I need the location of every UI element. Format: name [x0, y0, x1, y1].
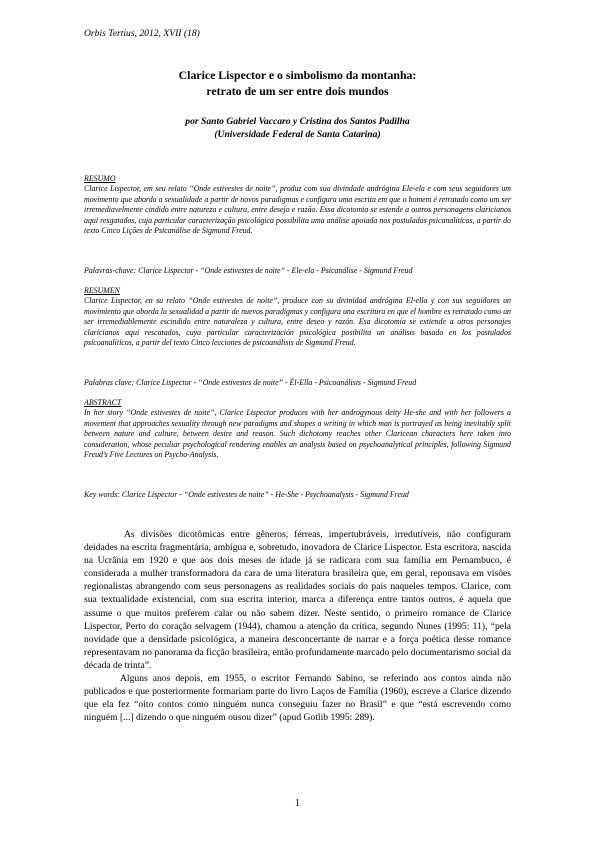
abstract-section — [84, 398, 511, 460]
body-paragraph-2: Alguns anos depois, em 1955, o escritor Fernando Sabino, se referindo aos contos ainda não publicados e que posteriormente formariam parte do livro Laços de Família (1960), escreve a Clarice dizendo que ela fez “oito contos como ninguém nunca conseguiu fazer no Brasil” e que “está escrevendo como ninguém [...] dizendo o que ninguém ousou dizer” (apud Gotlib 1995: 289). — [84, 673, 511, 724]
abstract-text: In her story “Onde estivestes de noite”, Clarice Lispector produces with her androgynous deity He-she and with her followers a movement that approaches sexuality through new paradigms and shapes a writing in which man is portrayed as being inevitably split between nature and culture, between desire and reason. Such dichotomy reaches other Claricean characters here taken into consideration, whose peculiar psychological rendering enables an analysis based on psychoanalytical principles, following Sigmund Freud’s Five Lectures on Psycho-Analysis. — [84, 408, 511, 460]
resumen-keywords: Palabras clave: Clarice Lispector - “Onde estivestes de noite” - Él-Ella - Psicoanálisis - Sigmund Freud — [84, 378, 417, 387]
author-names: por Santo Gabriel Vaccaro y Cristina dos Santos Padilha — [185, 116, 410, 127]
author-block — [84, 115, 511, 141]
journal-header: Orbis Tertius, 2012, XVII (18) — [84, 28, 200, 39]
title-line-2: retrato de um ser entre dois mundos — [206, 84, 389, 98]
resumo-keywords: Palavras-chave: Clarice Lispector - “Onde estivestes de noite” - Ele-ela - Psicanálise - Sigmund Freud — [84, 266, 413, 275]
resumen-section — [84, 286, 511, 348]
page-number: 1 — [295, 798, 300, 809]
body-paragraph-1: As divisões dicotômicas entre gêneros, férreas, impertubráveis, irredutíveis, não configuram deidades na escrita fragmentária, ambígua e, sobretudo, inovadora de Clarice Lispector. Esta escritora, nascida na Ucrânia em 1920 e que aos dois meses de idade já se radicara com sua família em Pernambuco, é considerada a mulher transformadora da cara de uma literatura brasileira que, em geral, repousava em visões regionalistas abrangendo com seus personagens as realidades sociais do país naqueles tempos. Clarice, com sua textualidade existencial, com sua escrita interior, marca a diferença entre tantos outros, é aquela que assume o que muitos preferem calar ou não sabem dizer. Neste sentido, o primeiro romance de Clarice Lispector, Perto do coração selvagem (1944), chamou a atenção da crítica, segundo Nunes (1995: 11), “pela novidade que a densidade psicológica, a maneira desconcertante de narrar e a força poética desse romance representavam no panorama da ficção brasileira, então profundamente marcado pelo documentarismo social da década de trinta”. — [84, 529, 511, 671]
resumo-section — [84, 174, 511, 236]
main-body — [84, 528, 511, 724]
resumen-heading: RESUMEN — [84, 286, 120, 295]
abstract-keywords: Key words: Clarice Lispector - “Onde estivestes de noite” - He-She - Psychoanalysis - Sigmund Freud — [84, 490, 409, 499]
abstract-heading: ABSTRACT — [84, 398, 122, 407]
author-affiliation: (Universidade Federal de Santa Catarina) — [214, 129, 381, 140]
title-line-1: Clarice Lispector e o simbolismo da montanha: — [178, 68, 417, 82]
resumo-text: Clarice Lispector, em seu relato “Onde estivestes de noite”, produz com sua divindade andrógina Ele-ela e com seus seguidores um movimento que aborda a sexualidade a partir de novos paradigmas e configura uma escrita em que o homem é retratado como um ser irremediavelmente cindido entre natureza e cultura, entre desejo e razão. Essa dicotomia se estende a outros personagens claricianos aqui resgatados, cuja particular caracterização psicológica possibilita uma análise apoiada nos postulados psicanalíticos, a partir do texto Cinco Lições de Psicanálise de Sigmund Freud. — [84, 184, 511, 236]
resumo-heading: RESUMO — [84, 174, 116, 183]
article-title — [84, 67, 511, 99]
resumen-text: Clarice Lispector, en su relato “Onde estivestes de noite”, produce con su divinidad andrógina El-ella y con sus seguidores un movimiento que aborda la sexualidad a partir de nuevos paradigmas y configura una escritura en que el hombre es retratado como un ser irremediablemente escindido entre naturaleza y cultura, entre deseo y razón. Esa dicotomía se extiende a otros personajes claricianos aquí rescatados, cuya particular caracterización psicológica posibilita un análisis basado en los postulados psicoanalíticos, a partir del texto Cinco lecciones de psicoanálisis de Sigmund Freud. — [84, 296, 511, 348]
